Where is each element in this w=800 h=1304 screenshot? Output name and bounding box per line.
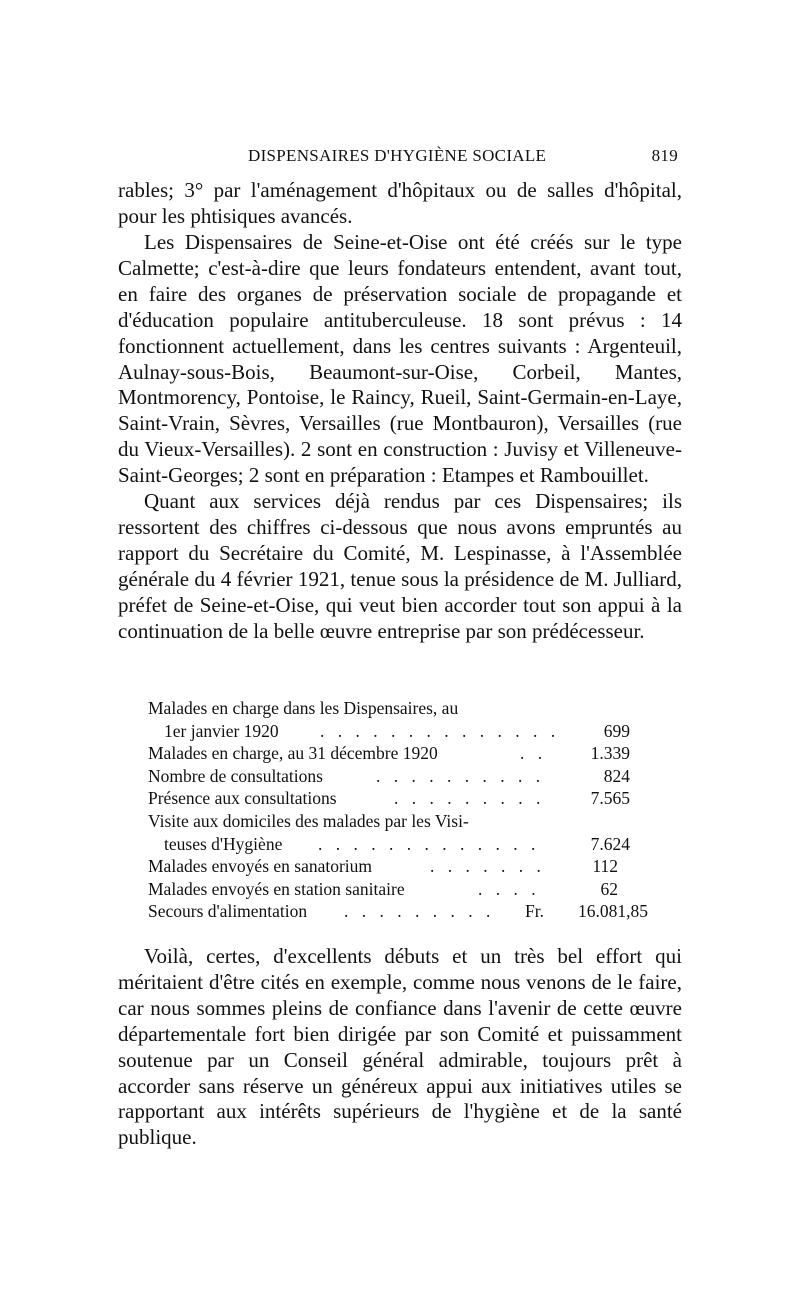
leader-dots: . . . . . . . . . xyxy=(344,901,495,922)
table-row xyxy=(148,900,648,923)
paragraph-3: Quant aux services déjà rendus par ces Dispensaires; ils ressortent des chiffres ci-dessous que nous avons empruntés au rapport du Secrétaire du Comité, M. Lespinasse, à l'Assemblée générale du 4 février 1921, tenue sous la présidence de M. Julliard, préfet de Seine-et-Oise, qui veut bien accorder tout son appui à la continuation de la belle œuvre entreprise par son prédécesseur. xyxy=(118,489,682,643)
row-label: 1er janvier 1920 xyxy=(164,720,279,741)
leader-dots: . . xyxy=(520,743,547,764)
paragraph-2: Les Dispensaires de Seine-et-Oise ont été créés sur le type Calmette; c'est-à-dire que leurs fondateurs entendent, avant tout, en faire des organes de préservation sociale de propagande et d'éducation populaire antituberculeuse. 18 sont prévus : 14 fonctionnent actuellement, dans les centres suivants : Argenteuil, Aulnay-sous-Bois, Beaumont-sur-Oise, Corbeil, Mantes, Montmorency, Pontoise, le Raincy, Rueil, Saint-Germain-en-Laye, Saint-Vrain, Sèvres, Versailles (rue Montbauron), Versailles (rue du Vieux-Versailles). 2 sont en construction : Juvisy et Villeneuve-Saint-Georges; 2 sont en préparation : Etampes et Rambouillet. xyxy=(118,230,682,488)
row-label: Nombre de consultations xyxy=(148,765,323,786)
row-value: 16.081,85 xyxy=(578,901,648,922)
table-row xyxy=(148,742,648,765)
row-label: teuses d'Hygiène xyxy=(164,833,283,854)
table-row xyxy=(148,765,648,788)
leader-dots: . . . . . . . xyxy=(430,856,546,877)
row-label: Présence aux consultations xyxy=(148,788,337,809)
row-value: 699 xyxy=(603,720,630,741)
running-title: DISPENSAIRES D'HYGIÈNE SOCIALE xyxy=(248,146,547,165)
row-value: 7.624 xyxy=(590,833,630,854)
row-label: Secours d'alimentation xyxy=(148,901,308,922)
page-number: 819 xyxy=(651,146,678,165)
paragraph-1: rables; 3° par l'aménagement d'hôpitaux ou de salles d'hôpital, pour les phtisiques avancés. xyxy=(118,178,682,228)
leader-dots: . . . . xyxy=(478,878,541,899)
table-row xyxy=(148,855,648,878)
row-value: 62 xyxy=(600,878,618,899)
leader-dots: . . . . . . . . . . . . . . xyxy=(320,720,560,741)
row-label: Visite aux domiciles des malades par les Visi- xyxy=(148,810,469,831)
table-row xyxy=(148,878,648,901)
body-text-top xyxy=(118,178,682,645)
row-value: 1.339 xyxy=(590,743,630,764)
table-row xyxy=(148,810,648,833)
table-row xyxy=(148,720,648,743)
row-value: 7.565 xyxy=(590,788,630,809)
row-label: Malades en charge, au 31 décembre 1920 xyxy=(148,743,438,764)
table-row xyxy=(148,833,648,856)
row-label: Malades envoyés en station sanitaire xyxy=(148,878,405,899)
leader-dots: . . . . . . . . . . . . . xyxy=(318,833,540,854)
leader-dots: . . . . . . . . . xyxy=(394,788,545,809)
running-header xyxy=(118,146,678,170)
statistics-table xyxy=(148,697,648,923)
row-value: 112 xyxy=(592,856,618,877)
table-row xyxy=(148,697,648,720)
row-label: Malades en charge dans les Dispensaires, au xyxy=(148,698,459,718)
currency-label: Fr. xyxy=(525,901,544,922)
body-text-bottom xyxy=(118,944,682,1151)
paragraph-4: Voilà, certes, d'excellents débuts et un très bel effort qui méritaient d'être cités en exemple, comme nous venons de le faire, car nous sommes pleins de confiance dans l'avenir de cette œuvre départementale fort bien dirigée par son Comité et puissamment soutenue par un Conseil général admirable, toujours prêt à accorder sans réserve un généreux appui aux initiatives utiles se rapportant aux intérêts supérieurs de l'hygiène et de la santé publique. xyxy=(118,944,682,1150)
table-row xyxy=(148,787,648,810)
row-label: Malades envoyés en sanatorium xyxy=(148,856,373,877)
row-value: 824 xyxy=(603,765,630,786)
leader-dots: . . . . . . . . . . xyxy=(376,765,545,786)
